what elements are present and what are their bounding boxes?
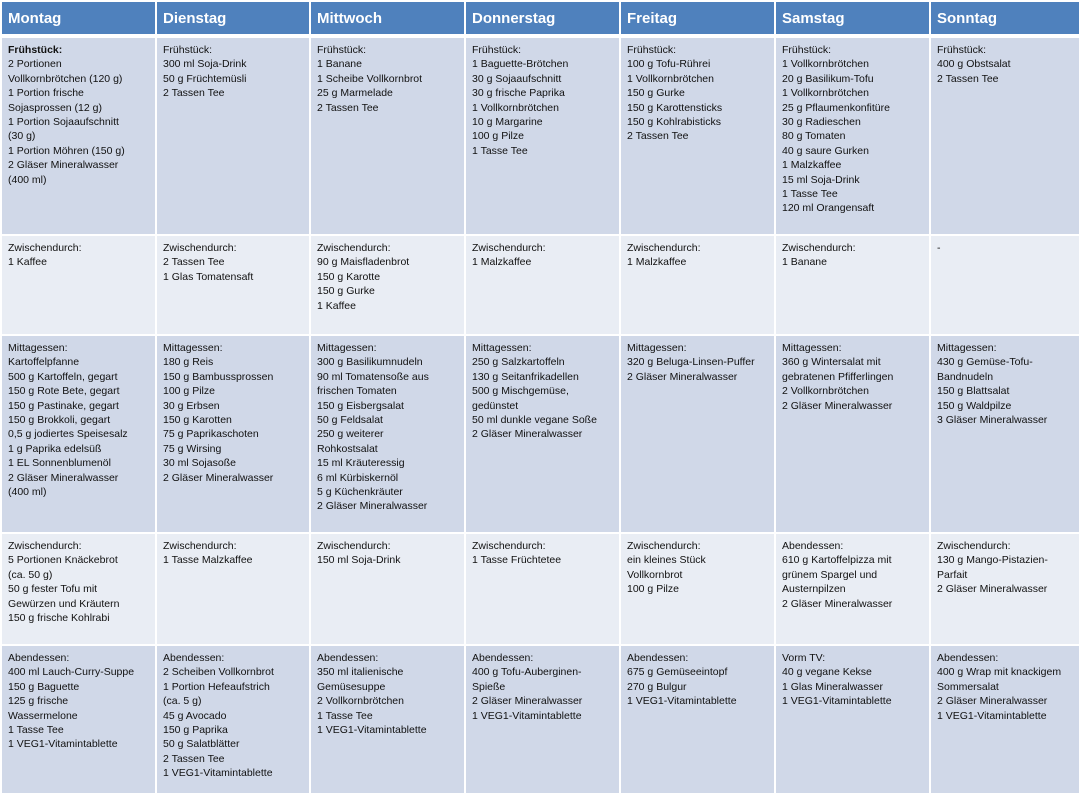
meal-items: 400 g Tofu-Auberginen- Spieße 2 Gläser Mineralwasser 1 VEG1-Vitamintablette [472, 666, 583, 722]
meal-cell [931, 236, 1079, 334]
meal-label: Abendessen: [782, 540, 844, 552]
meal-label: Frühstück: [163, 44, 213, 56]
day-header-freitag: Freitag [621, 2, 774, 36]
meal-items: 2 Scheiben Vollkornbrot 1 Portion Hefeaufstrich (ca. 5 g) 45 g Avocado 150 g Paprika 50 g Salatblätter 2 Tassen Tee 1 VEG1-Vitamintablette [163, 666, 274, 780]
meal-cell [466, 646, 619, 793]
meal-items: Kartoffelpfanne 500 g Kartoffeln, gegart 150 g Rote Bete, gegart 150 g Pastinake, gegart 150 g Brokkoli, gegart 0,5 g jodiertes Speisesalz 1 g Paprika edelsüß 1 EL Sonnenblumenöl 2 Gläser Mineralwasser (400 ml) [8, 356, 128, 499]
meal-cell [2, 236, 155, 334]
meal-row-mittagessen [2, 336, 1079, 532]
meal-label: Mittagessen: [627, 342, 687, 354]
meal-label: Mittagessen: [317, 342, 377, 354]
day-header-samstag: Samstag [776, 2, 929, 36]
meal-cell [931, 38, 1079, 234]
meal-cell [2, 336, 155, 532]
meal-items: 300 ml Soja-Drink 50 g Früchtemüsli 2 Tassen Tee [163, 58, 247, 100]
meal-items: 250 g Salzkartoffeln 130 g Seitanfrikadellen 500 g Mischgemüse, gedünstet 50 ml dunkle vegane Soße 2 Gläser Mineralwasser [472, 356, 597, 441]
meal-cell [157, 236, 309, 334]
day-header-montag: Montag [2, 2, 155, 36]
meal-items: 130 g Mango-Pistazien- Parfait 2 Gläser Mineralwasser [937, 554, 1048, 596]
meal-cell [931, 646, 1079, 793]
meal-items: 1 Banane 1 Scheibe Vollkornbrot 25 g Marmelade 2 Tassen Tee [317, 58, 423, 114]
meal-label: Frühstück: [8, 44, 63, 56]
meal-label: Mittagessen: [8, 342, 68, 354]
meal-items: 90 g Maisfladenbrot 150 g Karotte 150 g Gurke 1 Kaffee [317, 256, 410, 312]
meal-items: 150 ml Soja-Drink [317, 554, 401, 567]
meal-label: Abendessen: [937, 652, 999, 664]
meal-label: Zwischendurch: [937, 540, 1011, 552]
meal-items: 610 g Kartoffelpizza mit grünem Spargel und Austernpilzen 2 Gläser Mineralwasser [782, 554, 893, 610]
meal-items: 1 Vollkornbrötchen 20 g Basilikum-Tofu 1 Vollkornbrötchen 25 g Pflaumenkonfitüre 30 g Radieschen 80 g Tomaten 40 g saure Gurken 1 Malzkaffee 15 ml Soja-Drink 1 Tasse Tee 120 ml Orangensaft [782, 58, 890, 215]
meal-items: - [937, 242, 941, 254]
meal-cell [157, 534, 309, 644]
meal-items: 180 g Reis 150 g Bambussprossen 100 g Pilze 30 g Erbsen 150 g Karotten 75 g Paprikaschoten 75 g Wirsing 30 ml Sojasoße 2 Gläser Mineralwasser [163, 356, 274, 484]
day-header-mittwoch: Mittwoch [311, 2, 464, 36]
meal-items: 40 g vegane Kekse 1 Glas Mineralwasser 1 VEG1-Vitamintablette [782, 666, 892, 708]
meal-label: Zwischendurch: [317, 540, 391, 552]
meal-row-fruehstueck [2, 38, 1079, 234]
meal-cell [466, 534, 619, 644]
meal-cell [311, 38, 464, 234]
meal-cell [621, 38, 774, 234]
meal-items: 400 g Obstsalat 2 Tassen Tee [937, 58, 1011, 85]
meal-label: Zwischendurch: [627, 540, 701, 552]
day-header-sonntag: Sonntag [931, 2, 1079, 36]
meal-cell [776, 336, 929, 532]
meal-items: 1 Baguette-Brötchen 30 g Sojaaufschnitt 30 g frische Paprika 1 Vollkornbrötchen 10 g Margarine 100 g Pilze 1 Tasse Tee [472, 58, 569, 157]
header-row [2, 2, 1079, 36]
meal-label: Zwischendurch: [782, 242, 856, 254]
day-header-donnerstag: Donnerstag [466, 2, 619, 36]
meal-label: Zwischendurch: [163, 242, 237, 254]
meal-label: Zwischendurch: [472, 540, 546, 552]
meal-label: Abendessen: [163, 652, 225, 664]
meal-label: Frühstück: [937, 44, 987, 56]
meal-items: 400 g Wrap mit knackigem Sommersalat 2 Gläser Mineralwasser 1 VEG1-Vitamintablette [937, 666, 1062, 722]
meal-label: Zwischendurch: [8, 540, 82, 552]
meal-items: 675 g Gemüseeintopf 270 g Bulgur 1 VEG1-Vitamintablette [627, 666, 737, 708]
meal-label: Mittagessen: [472, 342, 532, 354]
meal-items: 1 Malzkaffee [627, 256, 687, 269]
meal-cell [466, 236, 619, 334]
meal-label: Zwischendurch: [627, 242, 701, 254]
meal-items: 100 g Tofu-Rührei 1 Vollkornbrötchen 150 g Gurke 150 g Karottensticks 150 g Kohlrabisticks 2 Tassen Tee [627, 58, 723, 143]
meal-cell [466, 336, 619, 532]
meal-label: Abendessen: [627, 652, 689, 664]
meal-items: 300 g Basilikumnudeln 90 ml Tomatensoße aus frischen Tomaten 150 g Eisbergsalat 50 g Feldsalat 250 g weiterer Rohkostsalat 15 ml Kräuteressig 6 ml Kürbiskernöl 5 g Küchenkräuter 2 Gläser Mineralwasser [317, 356, 429, 513]
meal-items: 360 g Wintersalat mit gebratenen Pfifferlingen 2 Vollkornbrötchen 2 Gläser Mineralwasser [782, 356, 894, 412]
meal-cell [466, 38, 619, 234]
meal-cell [2, 646, 155, 793]
meal-items: 430 g Gemüse-Tofu- Bandnudeln 150 g Blattsalat 150 g Waldpilze 3 Gläser Mineralwasser [937, 356, 1048, 427]
meal-label: Zwischendurch: [163, 540, 237, 552]
meal-cell [931, 336, 1079, 532]
meal-items: ein kleines Stück Vollkornbrot 100 g Pilze [627, 554, 706, 596]
meal-label: Zwischendurch: [317, 242, 391, 254]
meal-items: 2 Portionen Vollkornbrötchen (120 g) 1 Portion frische Sojasprossen (12 g) 1 Portion Sojaaufschnitt (30 g) 1 Portion Möhren (150 g) 2 Gläser Mineralwasser (400 ml) [8, 58, 125, 186]
meal-row-zwischendurch-2 [2, 534, 1079, 644]
meal-cell [931, 534, 1079, 644]
meal-cell [311, 336, 464, 532]
meal-cell [776, 38, 929, 234]
meal-cell [776, 534, 929, 644]
meal-cell [621, 646, 774, 793]
meal-cell [621, 534, 774, 644]
meal-items: 1 Kaffee [8, 256, 47, 269]
meal-label: Frühstück: [627, 44, 677, 56]
meal-items: 1 Tasse Malzkaffee [163, 554, 253, 567]
meal-cell [311, 646, 464, 793]
meal-cell [157, 38, 309, 234]
meal-row-zwischendurch-1 [2, 236, 1079, 334]
meal-label: Abendessen: [8, 652, 70, 664]
meal-row-abendessen [2, 646, 1079, 793]
meal-cell [311, 534, 464, 644]
day-header-dienstag: Dienstag [157, 2, 309, 36]
meal-label: Frühstück: [782, 44, 832, 56]
meal-label: Vorm TV: [782, 652, 826, 664]
meal-items: 1 Tasse Früchtetee [472, 554, 562, 567]
meal-cell [776, 236, 929, 334]
meal-cell [2, 534, 155, 644]
meal-cell [157, 646, 309, 793]
meal-items: 1 Malzkaffee [472, 256, 532, 269]
meal-items: 1 Banane [782, 256, 827, 269]
meal-label: Mittagessen: [163, 342, 223, 354]
meal-cell [621, 336, 774, 532]
meal-items: 320 g Beluga-Linsen-Puffer 2 Gläser Mineralwasser [627, 356, 755, 383]
meal-label: Abendessen: [317, 652, 379, 664]
meal-items: 5 Portionen Knäckebrot (ca. 50 g) 50 g fester Tofu mit Gewürzen und Kräutern 150 g frische Kohlrabi [8, 554, 120, 625]
meal-cell [311, 236, 464, 334]
meal-items: 2 Tassen Tee 1 Glas Tomatensaft [163, 256, 254, 283]
meal-label: Mittagessen: [782, 342, 842, 354]
meal-label: Frühstück: [472, 44, 522, 56]
meal-label: Zwischendurch: [8, 242, 82, 254]
meal-label: Mittagessen: [937, 342, 997, 354]
meal-label: Zwischendurch: [472, 242, 546, 254]
meal-cell [157, 336, 309, 532]
meal-items: 350 ml italienische Gemüsesuppe 2 Vollkornbrötchen 1 Tasse Tee 1 VEG1-Vitamintablette [317, 666, 427, 737]
meal-label: Frühstück: [317, 44, 367, 56]
meal-cell [621, 236, 774, 334]
meal-cell [2, 38, 155, 234]
meal-label: Abendessen: [472, 652, 534, 664]
meal-cell [776, 646, 929, 793]
meal-items: 400 ml Lauch-Curry-Suppe 150 g Baguette 125 g frische Wassermelone 1 Tasse Tee 1 VEG1-Vitamintablette [8, 666, 135, 751]
